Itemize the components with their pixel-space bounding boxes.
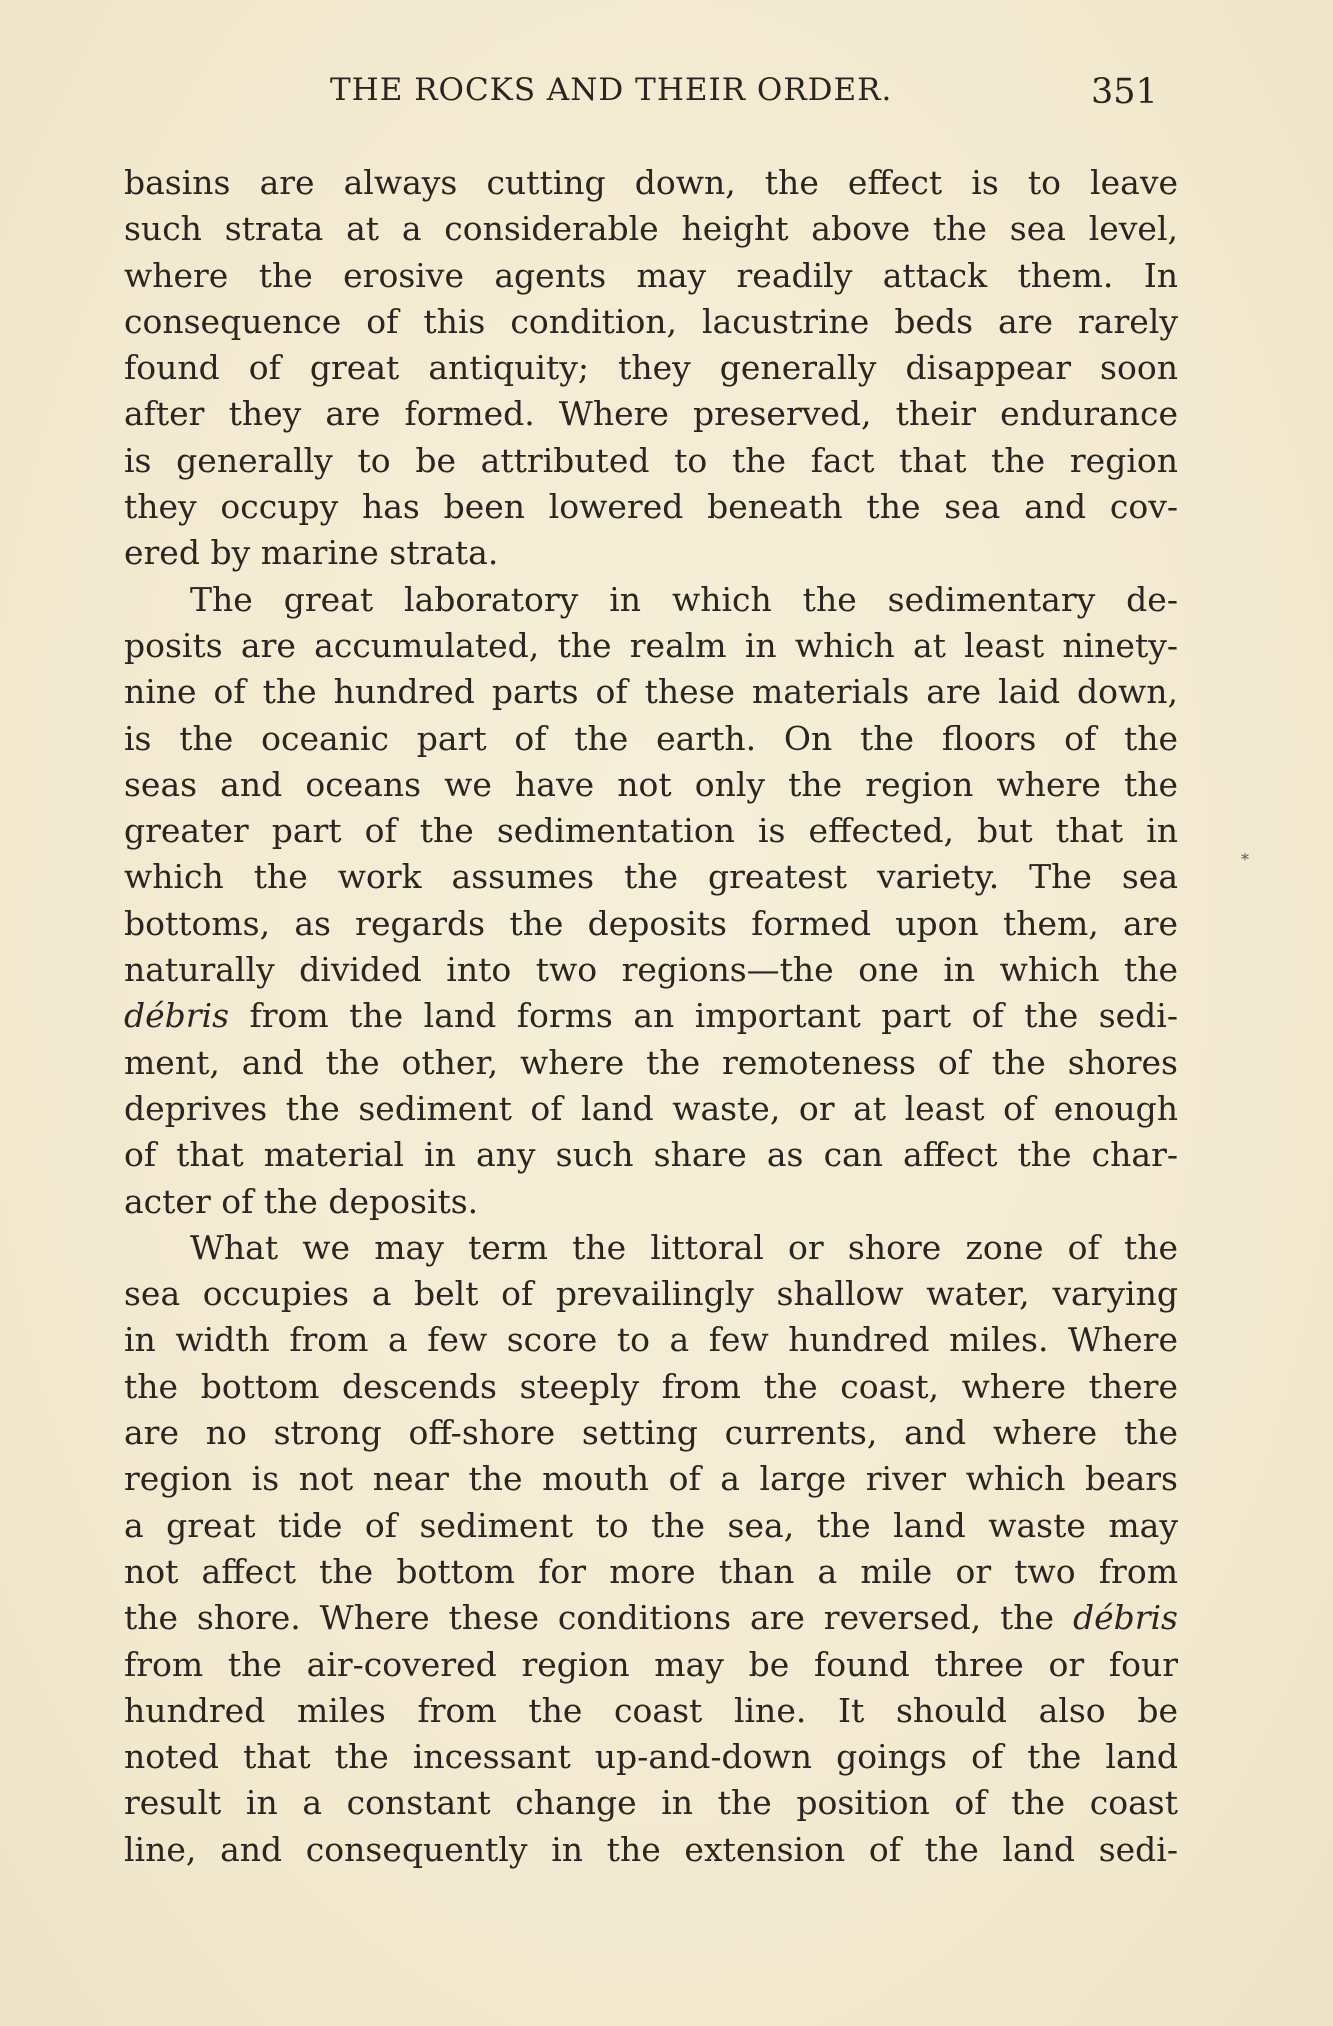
line-text: basins are always cutting down, the effect is to leave (124, 163, 1178, 202)
text-line (124, 808, 1178, 854)
line-text: not affect the bottom for more than a mile or two from (124, 1551, 1178, 1591)
text-line (124, 484, 1178, 530)
line-text: deprives the sediment of land waste, or at least of enough (124, 1088, 1178, 1128)
text-line (124, 901, 1178, 947)
text-line (124, 1317, 1178, 1363)
text-line (124, 1364, 1178, 1410)
text-line (124, 345, 1178, 391)
text-line (124, 993, 1178, 1039)
text-line (124, 391, 1178, 437)
line-text: where the erosive agents may readily attack them. In (124, 255, 1178, 295)
text-line (124, 438, 1178, 484)
text-line (124, 530, 1178, 576)
line-text: bottoms, as regards the deposits formed upon them, are (124, 903, 1178, 943)
line-text: of that material in any such share as can affect the char- (124, 1135, 1178, 1175)
line-text: greater part of the sedimentation is effected, but that in (124, 811, 1178, 851)
line-text: found of great antiquity; they generally disappear soon (124, 348, 1178, 388)
line-text: the bottom descends steeply from the coast, where there (124, 1366, 1178, 1406)
text-line (124, 762, 1178, 808)
text-line (124, 1642, 1178, 1688)
line-text: noted that the incessant up-and-down goings of the land (124, 1737, 1178, 1777)
line-text: from the land forms an important part of the sedi- (229, 996, 1178, 1036)
text-line (124, 1225, 1178, 1271)
text-line (124, 577, 1178, 623)
text-line (124, 299, 1178, 345)
page-number: 351 (1091, 72, 1158, 112)
text-line (124, 947, 1178, 993)
line-text: nine of the hundred parts of these materials are laid down, (124, 672, 1178, 712)
running-head: THE ROCKS AND THEIR ORDER. (330, 72, 893, 108)
text-line (124, 1410, 1178, 1456)
margin-mark: * (1241, 850, 1249, 869)
text-line (124, 1086, 1178, 1132)
line-text: which the work assumes the greatest variety. The sea (124, 857, 1178, 897)
text-line (124, 1503, 1178, 1549)
text-line (124, 716, 1178, 762)
line-text: posits are accumulated, the realm in which at least ninety- (124, 625, 1178, 665)
text-line (124, 854, 1178, 900)
text-line (124, 253, 1178, 299)
text-line (124, 1132, 1178, 1178)
line-text: What we may term the littoral or shore zone of the (190, 1227, 1178, 1267)
text-line (124, 1827, 1178, 1873)
line-text: the shore. Where these conditions are reversed, the (124, 1598, 1073, 1638)
line-text: after they are formed. Where preserved, their endurance (124, 394, 1178, 434)
text-line (124, 206, 1178, 252)
text-line (124, 1549, 1178, 1595)
text-line (124, 1271, 1178, 1317)
text-line (124, 1595, 1178, 1641)
line-text: is generally to be attributed to the fact that the region (124, 440, 1178, 480)
text-line (124, 1734, 1178, 1780)
line-text: ment, and the other, where the remoteness of the shores (124, 1042, 1178, 1082)
line-text: are no strong off-shore setting currents, and where the (124, 1413, 1178, 1453)
text-line (124, 1040, 1178, 1086)
line-text: ered by marine strata. (124, 533, 499, 573)
line-text: region is not near the mouth of a large river which bears (124, 1459, 1178, 1499)
line-text: hundred miles from the coast line. It should also be (124, 1690, 1178, 1730)
line-text: seas and oceans we have not only the region where the (124, 764, 1178, 804)
line-text: sea occupies a belt of prevailingly shallow water, varying (124, 1274, 1178, 1314)
text-line (124, 1688, 1178, 1734)
line-text: line, and consequently in the extension of the land sedi- (124, 1829, 1178, 1869)
line-text: result in a constant change in the position of the coast (124, 1783, 1178, 1823)
text-line (124, 1179, 1178, 1225)
line-text: such strata at a considerable height above the sea level, (124, 209, 1178, 249)
line-text: a great tide of sediment to the sea, the land waste may (124, 1505, 1178, 1545)
line-text: acter of the deposits. (124, 1181, 479, 1221)
italic-word: débris (1072, 1598, 1178, 1638)
line-text: consequence of this condition, lacustrine beds are rarely (124, 301, 1178, 341)
line-text: The great laboratory in which the sedimentary de- (190, 579, 1178, 619)
line-text: naturally divided into two regions—the one in which the (124, 950, 1178, 990)
line-text: from the air-covered region may be found three or four (124, 1644, 1178, 1684)
body-text (124, 160, 1178, 1873)
text-line (124, 1456, 1178, 1502)
line-text: is the oceanic part of the earth. On the floors of the (124, 718, 1178, 758)
line-text: they occupy has been lowered beneath the sea and cov- (124, 487, 1178, 527)
text-line (124, 160, 1178, 206)
line-text: in width from a few score to a few hundred miles. Where (124, 1320, 1178, 1360)
italic-word: débris (124, 996, 230, 1036)
text-line (124, 1780, 1178, 1826)
text-line (124, 623, 1178, 669)
text-line (124, 669, 1178, 715)
